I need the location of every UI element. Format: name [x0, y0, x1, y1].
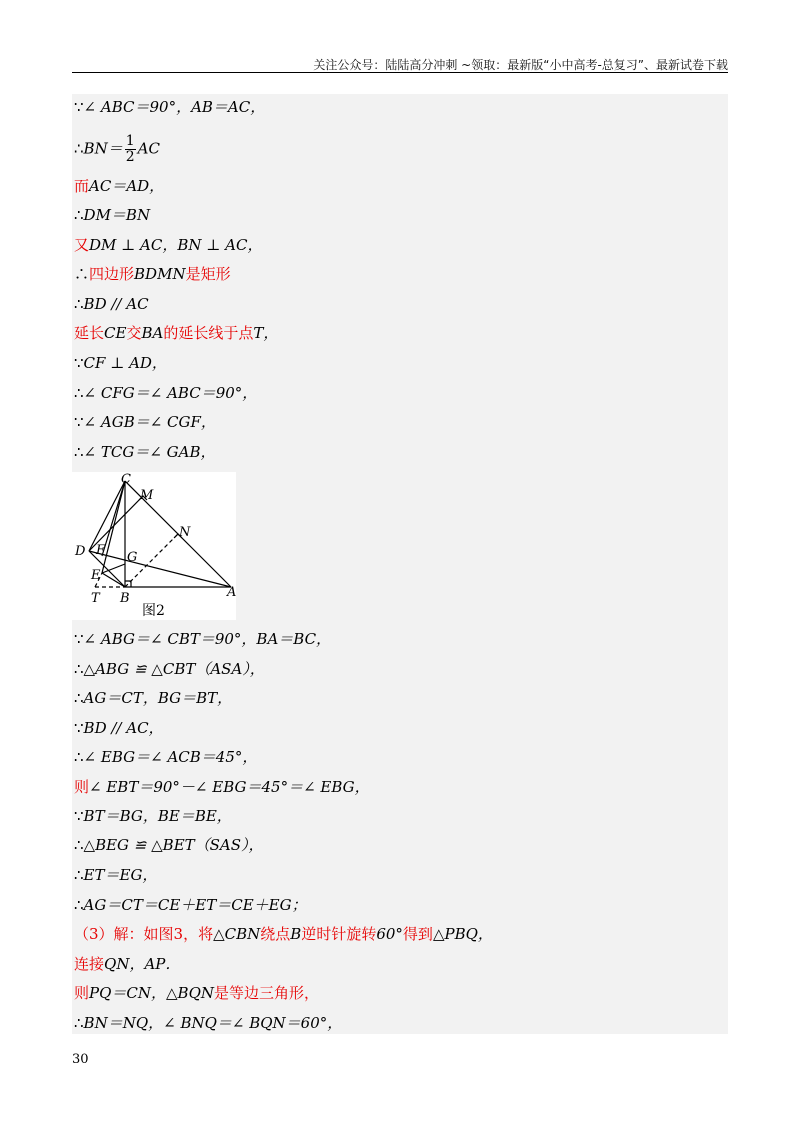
line-segment: ∵: [74, 354, 84, 372]
solution-line: [74, 629, 331, 649]
line-segment: ∴: [74, 265, 90, 283]
solution-line: [74, 1013, 342, 1033]
line-segment: BA: [141, 324, 164, 342]
solution-line: [74, 924, 493, 944]
line-segment: ∴: [74, 866, 84, 884]
line-segment: ∵: [74, 719, 84, 737]
line-segment: BN＝NQ，∠ BNQ＝∠ BQN＝60°，: [83, 1014, 343, 1032]
label-N: N: [179, 525, 191, 540]
line-segment: AG＝CT＝CE＋ET＝CE＋EG；: [83, 896, 307, 914]
label-M: M: [140, 488, 154, 503]
line-segment: AC＝AD，: [89, 177, 165, 195]
line-segment: ∴: [74, 443, 84, 461]
line-segment: DM＝BN: [83, 206, 151, 224]
line-segment: BDMN: [134, 265, 186, 283]
line-segment: 是矩形: [185, 265, 231, 283]
line-segment: AG＝CT，BG＝BT，: [83, 689, 233, 707]
line-segment: ∴: [74, 139, 84, 158]
solution-line: [74, 323, 278, 343]
solution-line: [74, 718, 164, 738]
solution-line: [74, 895, 307, 915]
fraction-numerator: 1: [125, 133, 135, 149]
line-segment: 绕点: [260, 925, 291, 943]
line-segment: 连接: [74, 955, 105, 973]
solution-line: [74, 747, 257, 767]
line-segment: BT＝BG，BE＝BE，: [83, 807, 232, 825]
label-B: B: [120, 591, 130, 606]
line-segment: ∴: [74, 384, 84, 402]
fraction-denominator: 2: [125, 149, 135, 165]
solution-line: [74, 97, 265, 117]
line-segment: ∠ AGB＝∠ CGF，: [83, 413, 216, 431]
solution-line: [74, 235, 262, 255]
figure-2-diagram: [72, 472, 236, 620]
line-segment: 60°: [376, 925, 403, 943]
label-E: E: [91, 568, 101, 583]
line-segment: ∴: [74, 1014, 84, 1032]
line-segment: ∴: [74, 896, 84, 914]
label-D: D: [75, 544, 86, 559]
line-segment: CF ⊥ AD，: [83, 354, 167, 372]
line-segment: ∠ EBT＝90°－∠ EBG＝45°＝∠ EBG，: [89, 778, 370, 796]
fraction: [125, 134, 136, 165]
line-segment: ∴: [74, 689, 84, 707]
solution-line: [74, 954, 180, 974]
solution-line: [74, 442, 216, 462]
solution-line: [74, 659, 265, 679]
line-segment: △ABG ≌ △CBT（ASA），: [83, 660, 265, 678]
line-segment: 逆时针旋转: [301, 925, 377, 943]
line-segment: △PBQ，: [432, 925, 493, 943]
label-G: G: [127, 550, 138, 565]
geometry-figure: [72, 472, 236, 620]
line-segment: 则: [74, 778, 90, 796]
header-rule: [72, 72, 728, 73]
solution-line: [74, 353, 167, 373]
edge-DA: [89, 551, 231, 587]
solution-line: [74, 806, 232, 826]
solution-line: [74, 134, 160, 165]
line-segment: 得到: [402, 925, 433, 943]
label-T: T: [91, 591, 100, 606]
label-A: A: [227, 585, 236, 600]
line-segment: ∠ CFG＝∠ ABC＝90°，: [83, 384, 258, 402]
line-segment: QN，AP．: [104, 955, 181, 973]
solution-line: [74, 688, 232, 708]
line-segment: CE: [104, 324, 127, 342]
line-segment: ∴: [74, 206, 84, 224]
solution-line: [74, 777, 370, 797]
line-segment: （3）解：如图3，将: [74, 925, 214, 943]
line-segment: ∴: [74, 748, 84, 766]
edge-EA: [112, 562, 231, 587]
line-segment: ∠ ABG＝∠ CBT＝90°，BA＝BC，: [83, 630, 332, 648]
solution-line: [74, 205, 150, 225]
line-segment: 又: [74, 236, 90, 254]
figure-caption: 图2: [142, 603, 165, 619]
line-segment: ∴: [74, 660, 84, 678]
line-segment: BN＝: [83, 139, 123, 158]
line-segment: ∴: [74, 836, 84, 854]
line-segment: ∠ ABC＝90°，AB＝AC，: [83, 98, 266, 116]
solution-line: [74, 176, 164, 196]
solution-line: [74, 412, 216, 432]
line-segment: BD // AC，: [83, 719, 164, 737]
line-segment: BD // AC: [83, 295, 149, 313]
line-segment: 的延长线于点: [163, 324, 254, 342]
line-segment: △CBN: [213, 925, 261, 943]
line-segment: T，: [253, 324, 279, 342]
line-segment: 则: [74, 984, 90, 1002]
line-segment: ∠ TCG＝∠ GAB，: [83, 443, 216, 461]
solution-line: [74, 294, 149, 314]
line-segment: 四边形: [89, 265, 135, 283]
line-segment: △BEG ≌ △BET（SAS），: [83, 836, 264, 854]
line-segment: ∴: [74, 295, 84, 313]
line-segment: ∵: [74, 413, 84, 431]
line-segment: PQ＝CN，△BQN: [89, 984, 214, 1002]
label-C: C: [121, 472, 131, 487]
line-segment: 交: [126, 324, 142, 342]
edge-EG: [102, 564, 125, 573]
line-segment: 延长: [74, 324, 105, 342]
line-segment: ∠ EBG＝∠ ACB＝45°，: [83, 748, 258, 766]
solution-line: [74, 264, 231, 284]
solution-line: [74, 865, 157, 885]
line-segment: ∵: [74, 807, 84, 825]
page-header: 关注公众号：陆陆高分冲刺 ~领取：最新版“小中高考-总复习”、最新试卷下载: [313, 58, 728, 72]
line-segment: ∵: [74, 630, 84, 648]
line-segment: 而: [74, 177, 90, 195]
line-segment: DM ⊥ AC，BN ⊥ AC，: [89, 236, 263, 254]
line-segment: B: [290, 925, 302, 943]
solution-line: [74, 835, 264, 855]
label-F: F: [96, 543, 106, 558]
solution-line: [74, 383, 257, 403]
solution-line: [74, 983, 319, 1003]
page-number: 30: [72, 1052, 89, 1067]
line-segment: 是等边三角形，: [214, 984, 320, 1002]
line-segment: ET＝EG，: [83, 866, 158, 884]
line-segment: AC: [137, 139, 160, 158]
line-segment: ∵: [74, 98, 84, 116]
